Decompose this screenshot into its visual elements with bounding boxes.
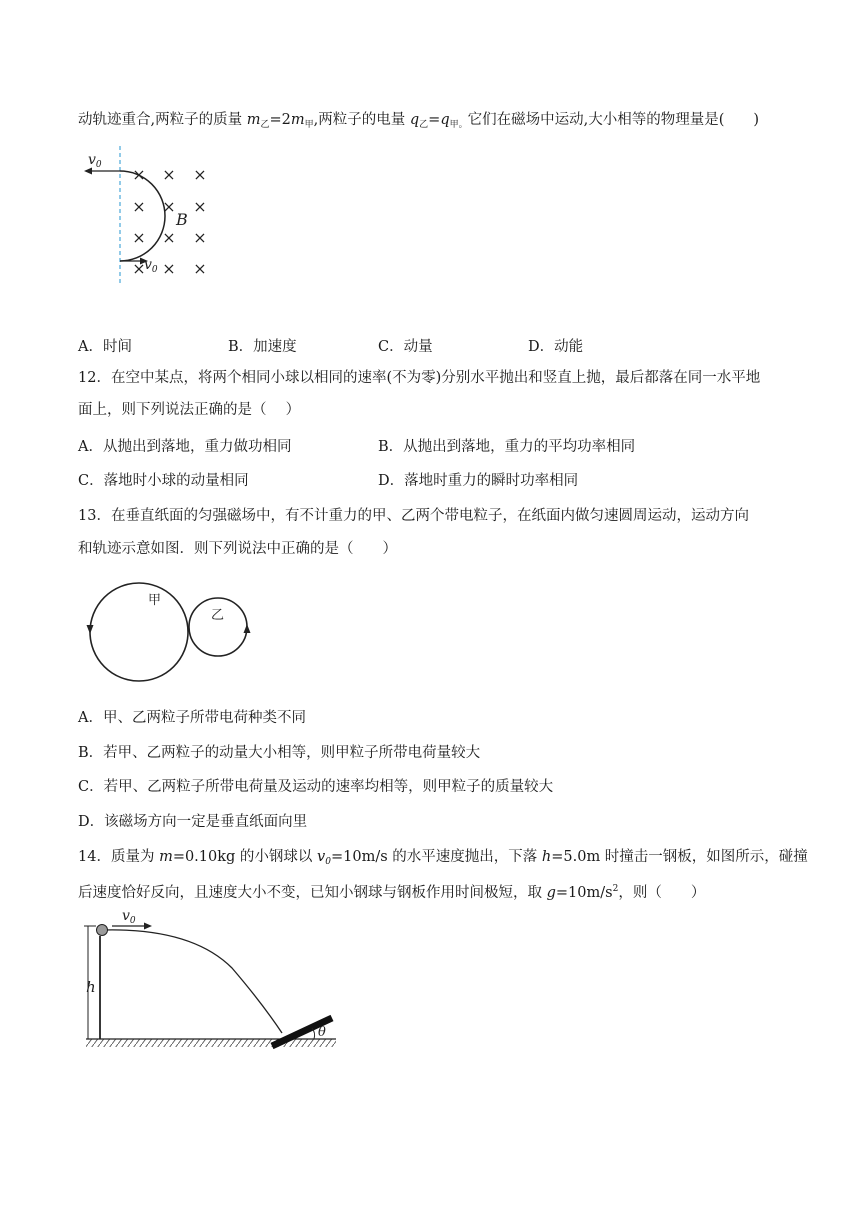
- sub-yi: 乙: [419, 120, 429, 130]
- q11-stem-text: 它们在磁场中运动,大小相等的物理量是( ): [467, 112, 760, 128]
- q13-option-d: D．该磁场方向一定是垂直纸面向里: [78, 814, 308, 830]
- q14-text: 14．质量为: [78, 849, 160, 865]
- cross-icon: ×: [162, 197, 176, 216]
- sub-jia: 甲: [304, 120, 314, 130]
- var-m: m: [290, 112, 305, 128]
- q11-eq: =2: [269, 112, 291, 128]
- q13-stem-line2: 和轨迹示意如图．则下列说法中正确的是（ ）: [78, 541, 397, 557]
- sup-2: 2: [612, 884, 619, 894]
- h-label: h: [86, 978, 96, 996]
- steel-ball: [97, 925, 108, 936]
- cross-icon: ×: [162, 165, 176, 184]
- q11-stem-text: ,两粒子的电量: [313, 112, 410, 128]
- v0-top-label: $v_0$: [88, 152, 102, 170]
- q11-stem-text: 动轨迹重合,两粒子的质量: [78, 112, 247, 128]
- ground-hatch: [86, 1039, 336, 1047]
- cross-icon: ×: [132, 259, 146, 278]
- q11-option-b: B．加速度: [228, 339, 297, 355]
- projectile-path: [104, 930, 282, 1033]
- q14-stem-line2: [78, 879, 705, 903]
- q13-option-b: B．若甲、乙两粒子的动量大小相等，则甲粒子所带电荷量较大: [78, 745, 481, 761]
- q14-text: =5.0m 时撞击一钢板，如图所示，碰撞: [551, 849, 808, 865]
- cross-icon: ×: [132, 228, 146, 247]
- cross-icon: ×: [193, 197, 207, 216]
- var-g: g: [546, 885, 556, 901]
- trajectory-arc: [120, 171, 165, 261]
- q12-stem-line1: 12．在空中某点，将两个相同小球以相同的速率(不为零)分别水平抛出和竖直上抛，最后都落在同一水平地: [78, 370, 761, 386]
- cross-grid: [132, 165, 206, 278]
- theta-label: θ: [318, 1025, 326, 1040]
- var-h: h: [541, 849, 552, 865]
- arrow-head-icon: [144, 923, 152, 930]
- v0-bottom-label: $v_0$: [144, 257, 158, 275]
- q11-option-c: C．动量: [378, 339, 433, 355]
- arrow-up-icon: [244, 624, 251, 633]
- v0-label: $v_0$: [122, 908, 136, 926]
- q14-stem-line1: [78, 847, 808, 872]
- cross-icon: ×: [193, 259, 207, 278]
- q14-figure: [82, 908, 342, 1062]
- q14-text: =10m/s: [555, 885, 613, 901]
- q12-option-b: B．从抛出到落地，重力的平均功率相同: [378, 439, 636, 455]
- q12-option-a: A．从抛出到落地，重力做功相同: [78, 439, 292, 455]
- q11-option-a: A．时间: [78, 339, 132, 355]
- q11-figure: [78, 146, 228, 292]
- cross-icon: ×: [162, 228, 176, 247]
- q12-option-d: D．落地时重力的瞬时功率相同: [378, 473, 579, 489]
- q13-option-a: A．甲、乙两粒子所带电荷种类不同: [78, 710, 306, 726]
- q12-stem-line2: 面上，则下列说法正确的是（ ）: [78, 402, 301, 418]
- q14-text: ，则（ ）: [618, 885, 706, 901]
- q14-text: 后速度恰好反向，且速度大小不变，已知小钢球与钢板作用时间极短，取: [78, 885, 547, 901]
- q13-stem-line1: 13．在垂直纸面的匀强磁场中，有不计重力的甲、乙两个带电粒子，在纸面内做匀速圆周运动，运动方向: [78, 508, 749, 524]
- var-q: q: [440, 112, 450, 128]
- sub-jia: 甲。: [449, 120, 468, 130]
- q11-eq: =: [428, 112, 441, 128]
- cross-icon: ×: [162, 259, 176, 278]
- circle-jia: [90, 583, 188, 681]
- q13-option-c: C．若甲、乙两粒子所带电荷量及运动的速率均相等，则甲粒子的质量较大: [78, 779, 554, 795]
- arrow-head-icon: [84, 168, 92, 175]
- field-b-label: B: [176, 210, 188, 229]
- var-m: m: [159, 849, 173, 865]
- q13-figure: [82, 576, 262, 692]
- label-jia: 甲: [148, 593, 162, 608]
- q11-option-d: D．动能: [528, 339, 584, 355]
- cross-icon: ×: [193, 228, 207, 247]
- var-q: q: [409, 112, 420, 128]
- q14-text: =0.10kg 的小钢球以: [172, 849, 318, 865]
- sub-0: 0: [325, 857, 331, 867]
- var-v: v: [317, 849, 326, 865]
- arrow-down-icon: [87, 625, 94, 634]
- q12-option-c: C．落地时小球的动量相同: [78, 473, 249, 489]
- q14-text: =10m/s 的水平速度抛出，下落: [330, 849, 542, 865]
- label-yi: 乙: [211, 608, 225, 623]
- sub-yi: 乙: [260, 120, 270, 130]
- cross-icon: ×: [132, 165, 146, 184]
- circle-yi: [189, 598, 247, 656]
- q11-stem: [78, 110, 759, 135]
- var-m: m: [246, 112, 261, 128]
- cross-icon: ×: [132, 197, 146, 216]
- cross-icon: ×: [193, 165, 207, 184]
